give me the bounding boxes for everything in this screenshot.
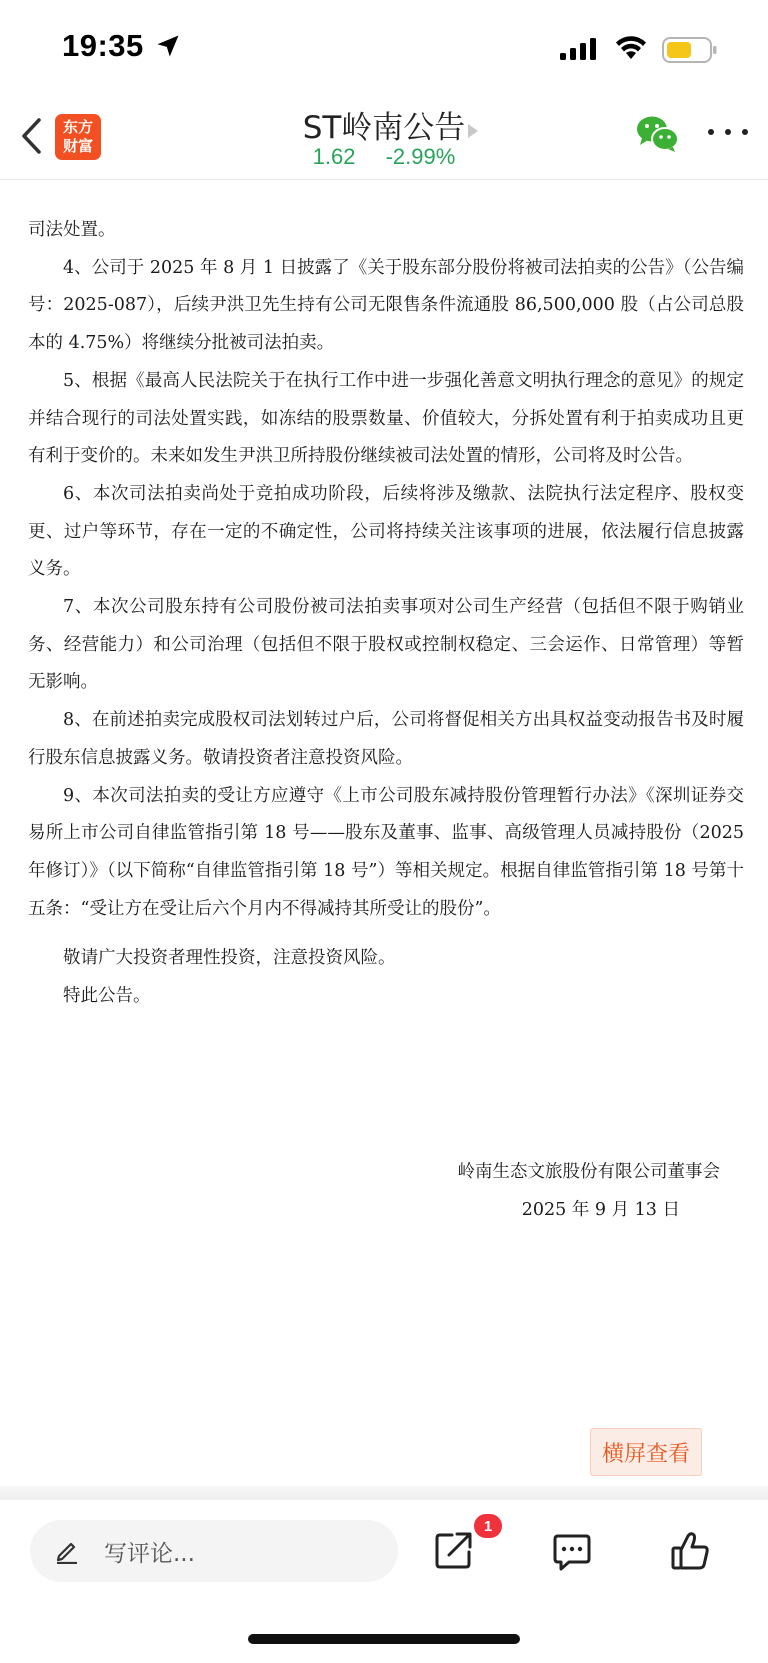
paragraph: 8、在前述拍卖完成股权司法划转过户后，公司将督促相关方出具权益变动报告书及时履行股东信息披露义务。敬请投资者注意投资风险。 [28,710,744,768]
comments-button[interactable] [552,1532,592,1572]
announcement-content [28,212,744,1016]
wifi-icon [614,34,648,60]
paragraph: 7、本次公司股东持有公司股份被司法拍卖事项对公司生产经营（包括但不限于购销业务、经营能力）和公司治理（包括但不限于股权或控制权稳定、三会运作、日常管理）等暂无影响。 [28,597,744,693]
status-time: 19:35 [62,28,144,63]
paragraph: 9、本次司法拍卖的受让方应遵守《上市公司股东减持股份管理暂行办法》《深圳证券交易所上市公司自律监管指引第 18 号——股东及董事、监事、高级管理人员减持股份（2025 年修订）》（以下简称“自律监管指引第 18 号”）等相关规定。根据自律监管指引第 18 号第十五条：“受让方在受让后六个月内不得减持其所受让的股份”。 [28,785,744,919]
signature: 岭南生态文旅股份有限公司董事会 [457,1162,720,1182]
stock-change: -2.99% [385,144,456,169]
status-time-group [62,28,182,64]
logo-line1: 东方 [62,118,93,136]
comment-input[interactable] [30,1520,398,1582]
landscape-view-button[interactable]: 横屏查看 [590,1428,702,1476]
header [0,100,768,180]
signal-icon [560,38,598,60]
more-options-button[interactable] [708,122,748,142]
stock-price: 1.62 [312,144,356,169]
thumbs-up-icon [670,1530,712,1572]
like-button[interactable] [670,1530,712,1572]
closing-statement: 特此公告。 [63,986,151,1007]
paragraph: 司法处置。 [28,220,116,240]
share-icon [434,1530,474,1570]
status-bar [0,0,768,100]
wechat-icon [636,114,680,154]
paragraph: 4、公司于 2025 年 8 月 1 日披露了《关于股东部分股份将被司法拍卖的公告》（公告编号：2025-087），后续尹洪卫先生持有公司无限售条件流通股 86,500,000 股（占公司总股本的 4.75%）将继续分批被司法拍卖。 [28,257,744,354]
share-count-badge: 1 [474,1514,502,1538]
paragraph: 5、根据《最高人民法院关于在执行工作中进一步强化善意文明执行理念的意见》的规定并结合现行的司法处置实践，如冻结的股票数量、价值较大，分拆处置有利于拍卖成功且更有利于变价的。未来如发生尹洪卫所持股份继续被司法处置的情形，公司将及时公告。 [28,370,744,467]
page-title: ST岭南公告 [302,110,466,146]
expand-arrow-icon[interactable] [468,124,478,138]
signoff [458,1154,721,1229]
home-indicator [248,1634,520,1644]
battery-icon [662,37,718,63]
announcement-date: 2025 年 9 月 13 日 [521,1199,680,1220]
pencil-icon [54,1538,80,1564]
closing-notice: 敬请广大投资者理性投资，注意投资风险。 [63,948,396,969]
more-dots-icon [708,129,714,135]
chat-bubble-icon [552,1532,592,1572]
logo-line2: 财富 [62,137,93,155]
bottom-divider [0,1486,768,1500]
share-button[interactable] [434,1530,474,1570]
paragraph: 6、本次司法拍卖尚处于竞拍成功阶段，后续将涉及缴款、法院执行法定程序、股权变更、过户等环节，存在一定的不确定性，公司将持续关注该事项的进展，依法履行信息披露义务。 [28,483,744,580]
comment-placeholder: 写评论... [104,1540,195,1567]
location-arrow-icon [154,32,182,60]
wechat-share-button[interactable] [636,114,680,154]
